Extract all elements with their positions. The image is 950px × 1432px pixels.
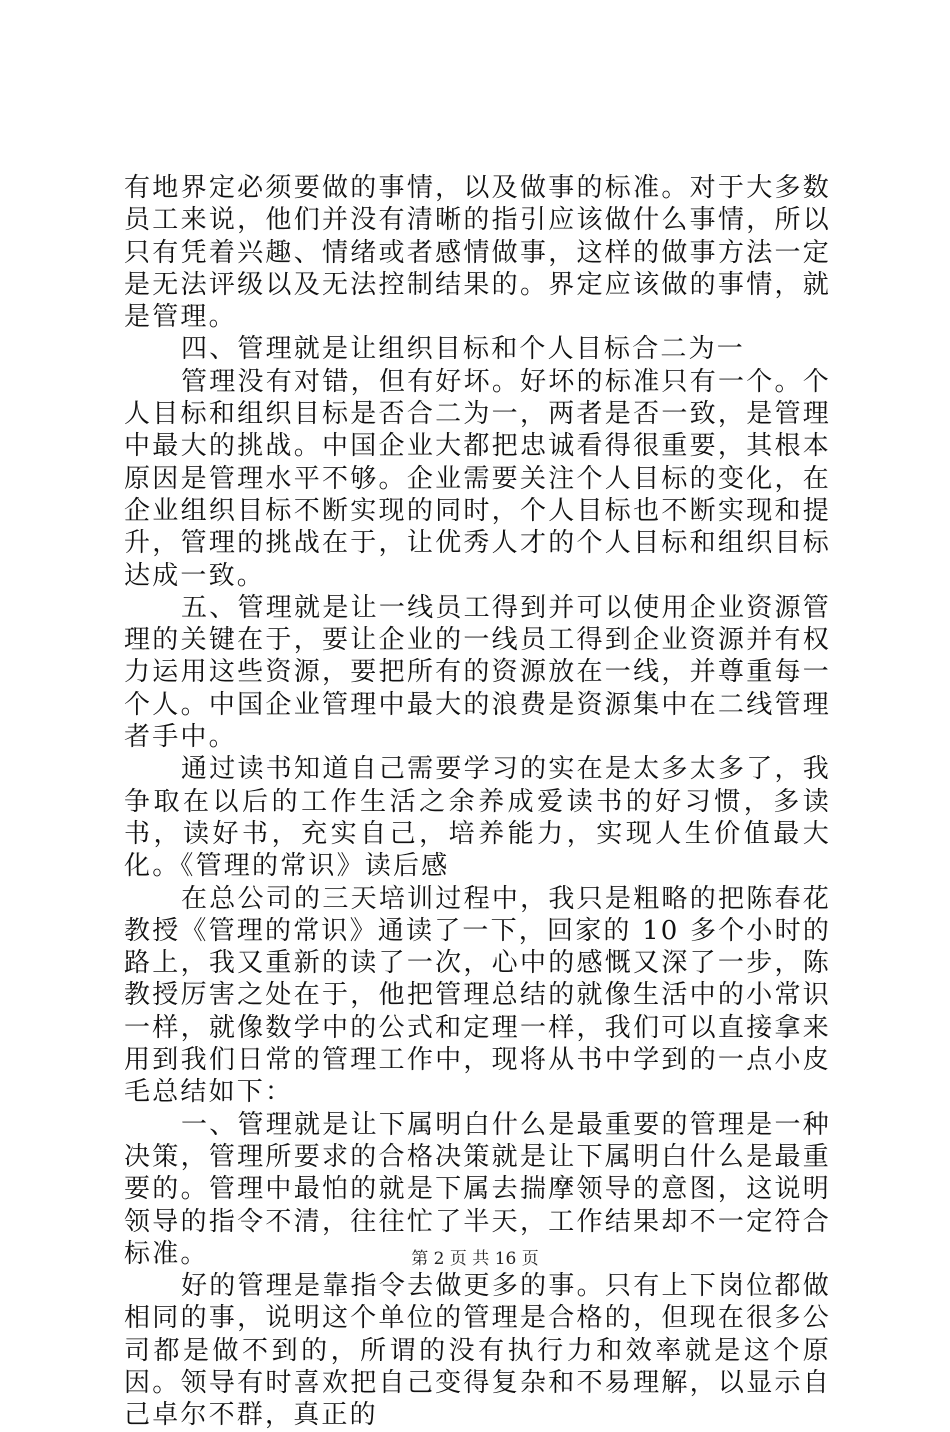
page-number-footer: 第 2 页 共 16 页: [411, 1249, 539, 1269]
paragraph: 有地界定必须要做的事情，以及做事的标准。对于大多数员工来说，他们并没有清晰的指引应该做什么事情，所以只有凭着兴趣、情绪或者感情做事，这样的做事方法一定是无法评级以及无法控制结果的。界定应该做的事情，就是管理。: [124, 173, 831, 333]
document-body: [124, 172, 831, 1432]
section-heading-one: 一、管理就是让下属明白什么是最重要的管理是一种决策，管理所要求的合格决策就是让下属明白什么是最重要的。管理中最怕的就是下属去揣摩领导的意图，这说明领导的指令不清，往往忙了半天，工作结果却不一定符合标准。: [124, 1109, 831, 1269]
paragraph: 好的管理是靠指令去做更多的事。只有上下岗位都做相同的事，说明这个单位的管理是合格的，但现在很多公司都是做不到的，所谓的没有执行力和效率就是这个原因。领导有时喜欢把自己变得复杂和不易理解，以显示自己卓尔不群，真正的: [124, 1271, 831, 1431]
paragraph: 通过读书知道自己需要学习的实在是太多太多了，我争取在以后的工作生活之余养成爱读书的好习惯，多读书，读好书，充实自己，培养能力，实现人生价值最大化。《管理的常识》读后感: [124, 754, 831, 882]
paragraph: 管理没有对错，但有好坏。好坏的标准只有一个。个人目标和组织目标是否合二为一，两者是否一致，是管理中最大的挑战。中国企业大都把忠诚看得很重要，其根本原因是管理水平不够。企业需要关注个人目标的变化，在企业组织目标不断实现的同时，个人目标也不断实现和提升，管理的挑战在于，让优秀人才的个人目标和组织目标达成一致。: [124, 366, 831, 591]
section-heading-four: 四、管理就是让组织目标和个人目标合二为一: [181, 334, 746, 365]
paragraph: 在总公司的三天培训过程中，我只是粗略的把陈春花教授《管理的常识》通读了一下，回家的 10 多个小时的路上，我又重新的读了一次，心中的感慨又深了一步，陈教授厉害之处在于，他把管理总结的就像生活中的小常识一样，就像数学中的公式和定理一样，我们可以直接拿来用到我们日常的管理工作中，现将从书中学到的一点小皮毛总结如下：: [124, 883, 832, 1108]
section-heading-five: 五、管理就是让一线员工得到并可以使用企业资源管理的关键在于，要让企业的一线员工得到企业资源并有权力运用这些资源，要把所有的资源放在一线，并尊重每一个人。中国企业管理中最大的浪费是资源集中在二线管理者手中。: [124, 592, 831, 753]
